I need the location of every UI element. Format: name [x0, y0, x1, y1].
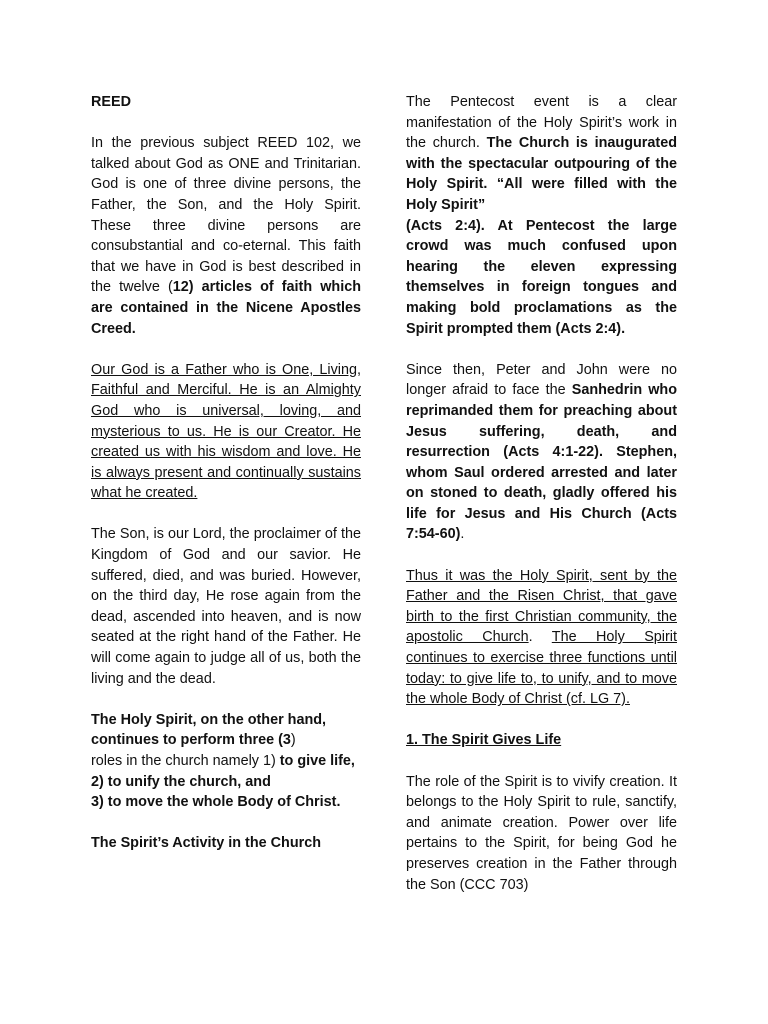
left-column	[91, 92, 361, 875]
paragraph-previous-subject	[91, 133, 361, 339]
spacer	[91, 813, 361, 834]
paragraph-text: roles in the church namely 1)	[91, 753, 280, 769]
bold-text: 2) to unify the church, and	[91, 773, 271, 790]
underlined-text: The Holy Spirit continues to exercise three functions until today: to give life to, to unify, and to move the whole Body of Christ (cf. LG 7).	[406, 629, 677, 708]
paragraph-son: The Son, is our Lord, the proclaimer of the Kingdom of God and our savior. He suffered, died, and was buried. However, on the third day, He rose again from the dead, ascended into heaven, and is now seated at the right hand of the Father. He will come again to judge all of us, both the living and the dead.	[91, 526, 361, 687]
bold-text: to give life,	[279, 753, 355, 769]
paragraph-text: .	[528, 629, 552, 646]
paragraph-role-of-spirit: The role of the Spirit is to vivify creation. It belongs to the Holy Spirit to rule, sanctify, and animate creation. Power over life pertains to the Spirit, for being God he preserves creation in the Father through the Son (CCC 703)	[406, 773, 677, 893]
underlined-text: Thus it was the Holy Spirit, sent by the Father and the Risen Christ, that gave birth to the first Christian community, the apostolic Church	[406, 567, 677, 646]
section-heading-spirit-activity: The Spirit’s Activity in the Church	[91, 835, 322, 852]
paragraph-holy-spirit-roles	[91, 710, 361, 813]
bold-text: 3) to move the whole Body of Christ.	[91, 794, 341, 811]
paragraph-text: In the previous subject REED 102, we talked about God as ONE and Trinitarian. God is one of three divine persons, the Father, the Son, and the Holy Spirit. These three divine persons are consubstantial and co-eternal. This faith that we have in God is best described in the twelve (	[91, 135, 361, 296]
right-column	[406, 92, 677, 895]
bold-text: 12) articles of faith which are contained in the Nicene Apostles Creed.	[91, 279, 361, 337]
paragraph-text: )	[290, 732, 296, 749]
paragraph-peter-john	[406, 360, 677, 545]
bold-text: (Acts 2:4). At Pentecost the large crowd was much confused upon hearing the eleven expressing themselves in foreign tongues and making bold proclamations as the Spirit prompted them (Acts 2:4).	[406, 217, 677, 337]
bold-text: The Church is inaugurated with the spectacular outpouring of the Holy Spirit. “All were filled with the Holy Spirit”	[406, 135, 677, 213]
bold-text: The Holy Spirit, on the other hand, continues to perform three (3	[91, 711, 327, 749]
bold-text: Sanhedrin who reprimanded them for preaching about Jesus suffering, death, and resurrection (Acts 4:1-22). Stephen, whom Saul ordered arrested and later on stoned to death, gladly offered his life for Jesus and His Church (Acts 7:54-60)	[406, 382, 677, 543]
paragraph-text: .	[460, 526, 465, 543]
paragraph-text: The Pentecost event is a clear manifestation of the Holy Spirit’s work in the church.	[406, 94, 677, 152]
document-title: REED	[91, 94, 131, 110]
paragraph-god-father: Our God is a Father who is One, Living, Faithful and Merciful. He is an Almighty God who is universal, loving, and mysterious to us. He is our Creator. He created us with his wisdom and love. He is always present and continually sustains what he created.	[91, 361, 361, 502]
paragraph-holy-spirit-church	[406, 566, 677, 710]
paragraph-text: Since then, Peter and John were no longer afraid to face the	[406, 361, 677, 399]
section-heading-spirit-gives-life: 1. The Spirit Gives Life	[406, 732, 562, 749]
paragraph-pentecost	[406, 92, 677, 339]
